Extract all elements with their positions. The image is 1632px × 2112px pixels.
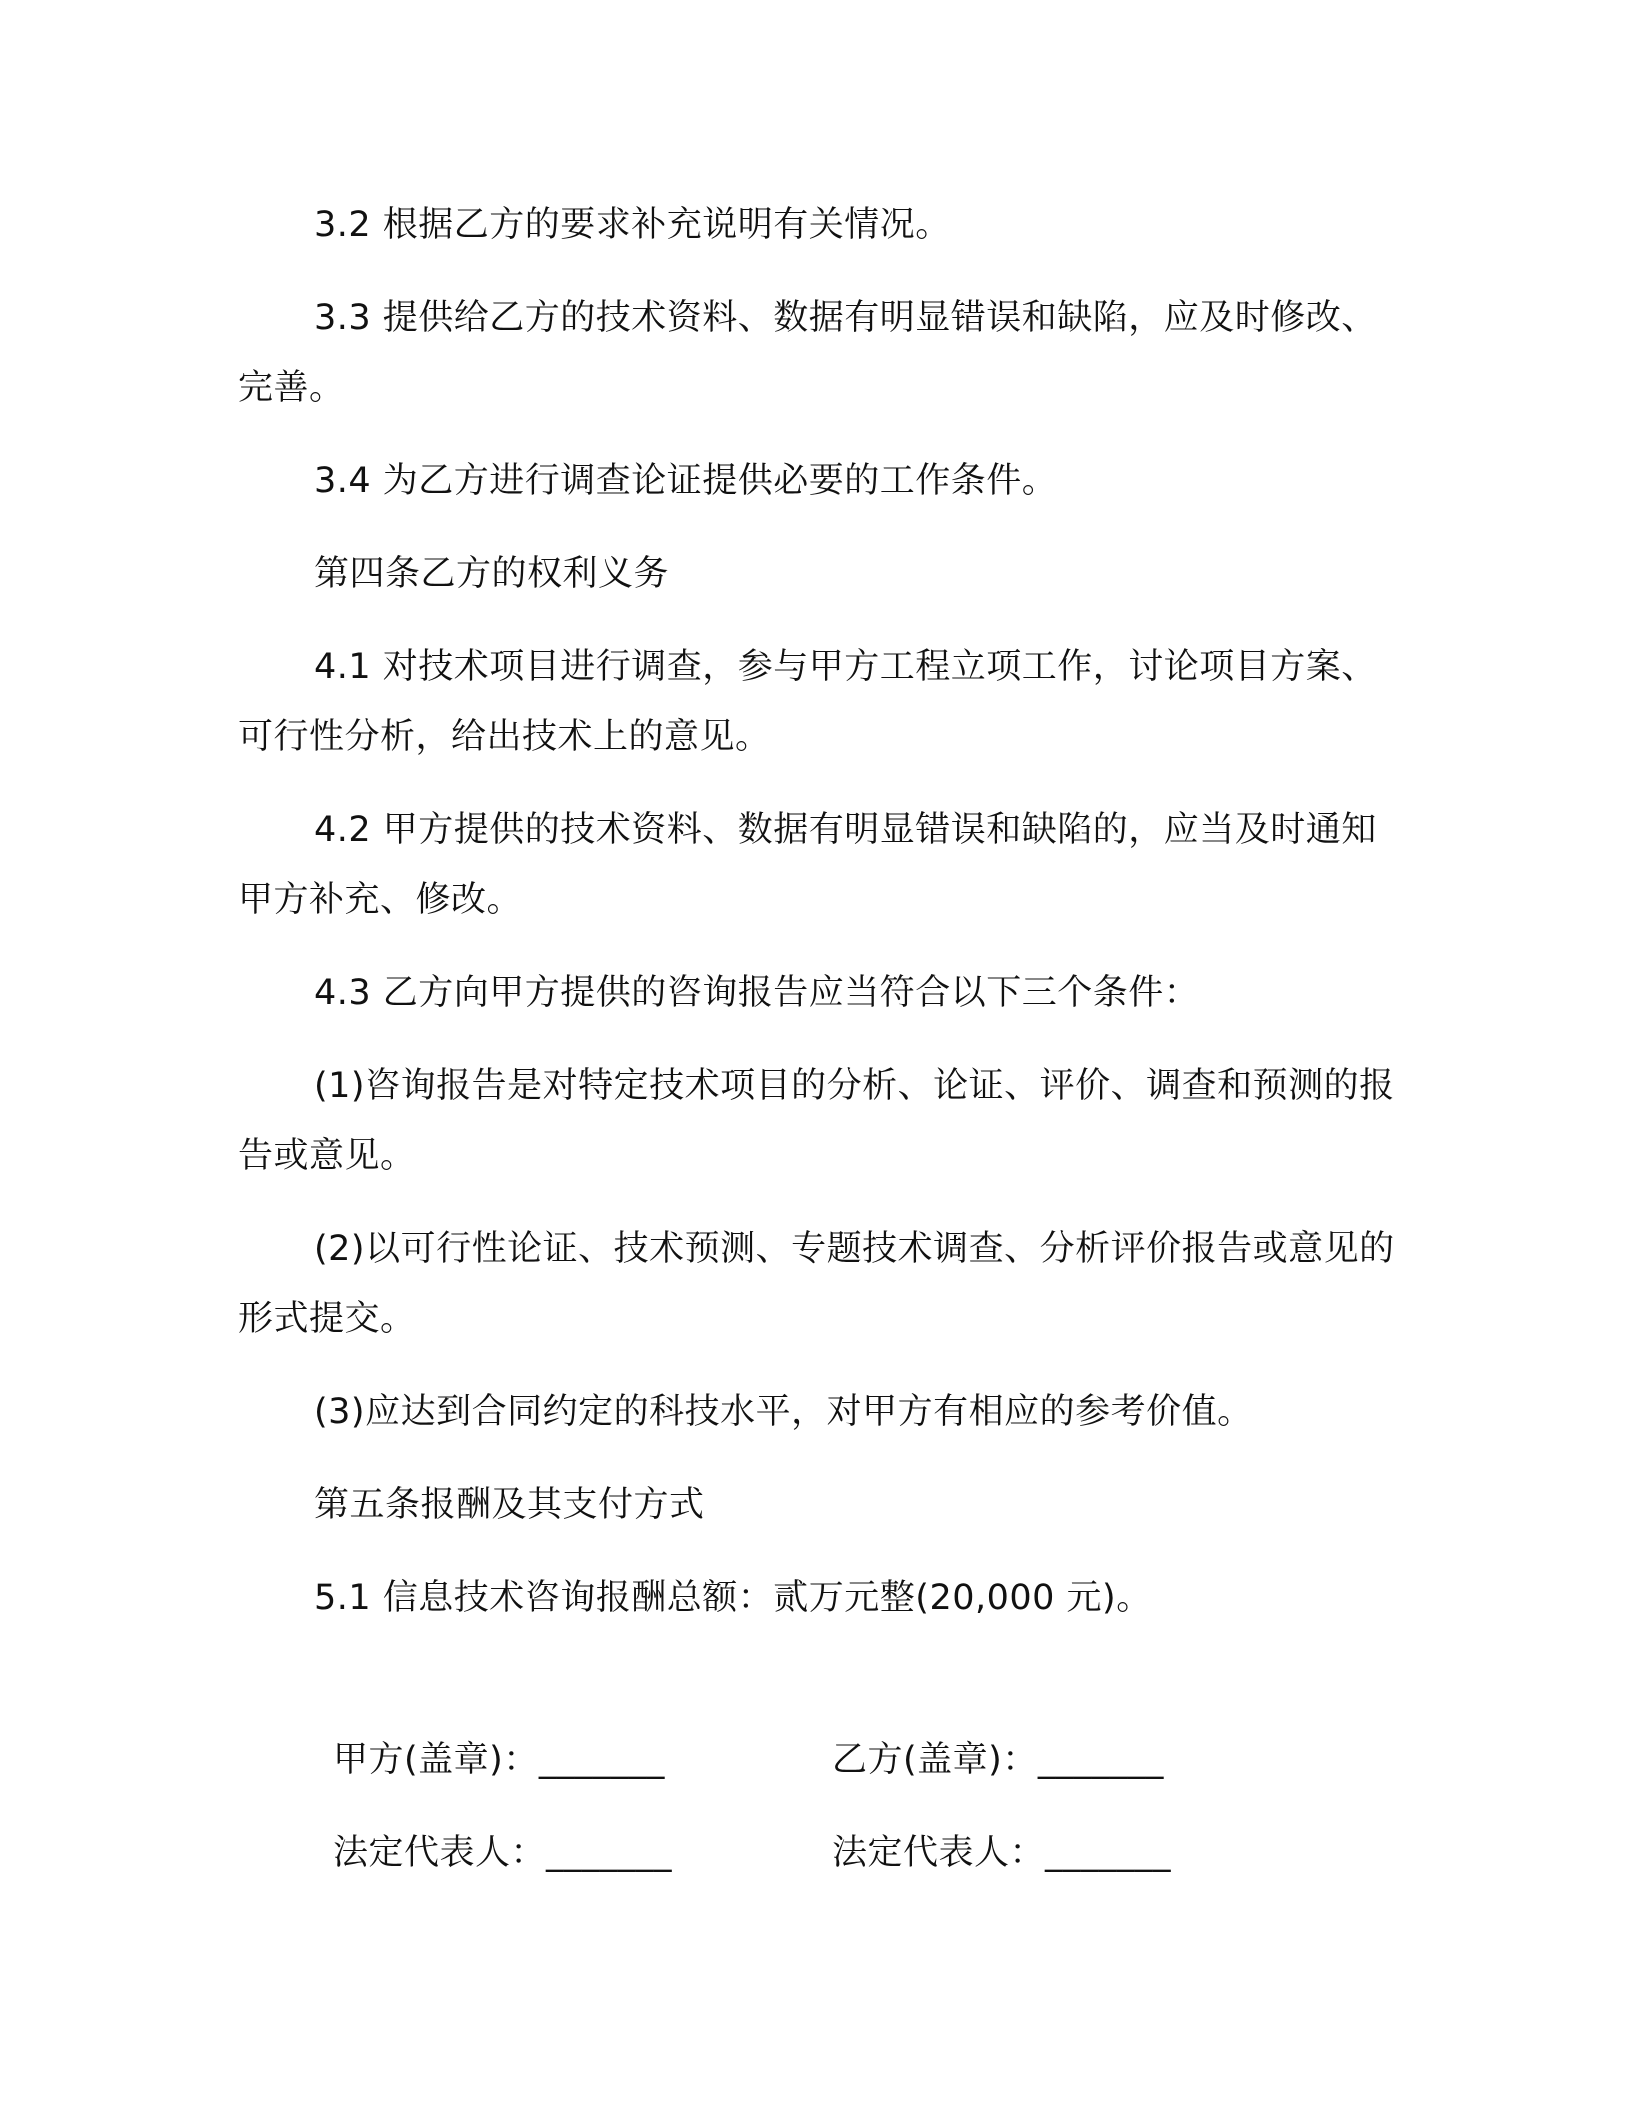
seal-row	[0, 1730, 1632, 1823]
paragraph-4-3: 4.3 乙方向甲方提供的咨询报告应当符合以下三个条件：	[314, 973, 1200, 1013]
representative-row	[0, 1823, 1632, 1916]
party-a-rep-blank: _______	[546, 1833, 673, 1873]
condition-item-3: (3)应达到合同约定的科技水平，对甲方有相应的参考价值。	[314, 1392, 1253, 1432]
paragraph-3-4: 3.4 为乙方进行调查论证提供必要的工作条件。	[314, 461, 1058, 501]
party-a-representative	[333, 1823, 672, 1883]
section-heading-article-4: 第四条乙方的权利义务	[314, 554, 670, 594]
paragraph-3-3: 3.3 提供给乙方的技术资料、数据有明显错误和缺陷，应及时修改、完善。	[238, 298, 1377, 408]
condition-item-2: (2)以可行性论证、技术预测、专题技术调查、分析评价报告或意见的形式提交。	[238, 1229, 1395, 1339]
party-b-seal	[832, 1730, 1164, 1790]
paragraph-4-2: 4.2 甲方提供的技术资料、数据有明显错误和缺陷的，应当及时通知甲方补充、修改。	[238, 810, 1377, 920]
party-a-rep-label: 法定代表人：	[333, 1833, 547, 1873]
party-b-seal-blank: _______	[1037, 1740, 1164, 1780]
paragraph-4-1: 4.1 对技术项目进行调查，参与甲方工程立项工作，讨论项目方案、可行性分析，给出技术上的意见。	[238, 647, 1377, 757]
party-a-seal	[333, 1730, 665, 1790]
party-b-seal-label: 乙方(盖章)：	[832, 1740, 1038, 1780]
party-a-seal-blank: _______	[538, 1740, 665, 1780]
signature-block	[0, 1730, 1632, 1916]
party-a-seal-label: 甲方(盖章)：	[333, 1740, 539, 1780]
document-body	[238, 190, 1398, 1656]
paragraph-3-2: 3.2 根据乙方的要求补充说明有关情况。	[314, 205, 951, 245]
party-b-rep-blank: _______	[1045, 1833, 1172, 1873]
section-heading-article-5: 第五条报酬及其支付方式	[314, 1485, 705, 1525]
paragraph-5-1: 5.1 信息技术咨询报酬总额：贰万元整(20,000 元)。	[314, 1578, 1152, 1618]
condition-item-1: (1)咨询报告是对特定技术项目的分析、论证、评价、调查和预测的报告或意见。	[238, 1066, 1395, 1176]
party-b-representative	[832, 1823, 1171, 1883]
party-b-rep-label: 法定代表人：	[832, 1833, 1046, 1873]
